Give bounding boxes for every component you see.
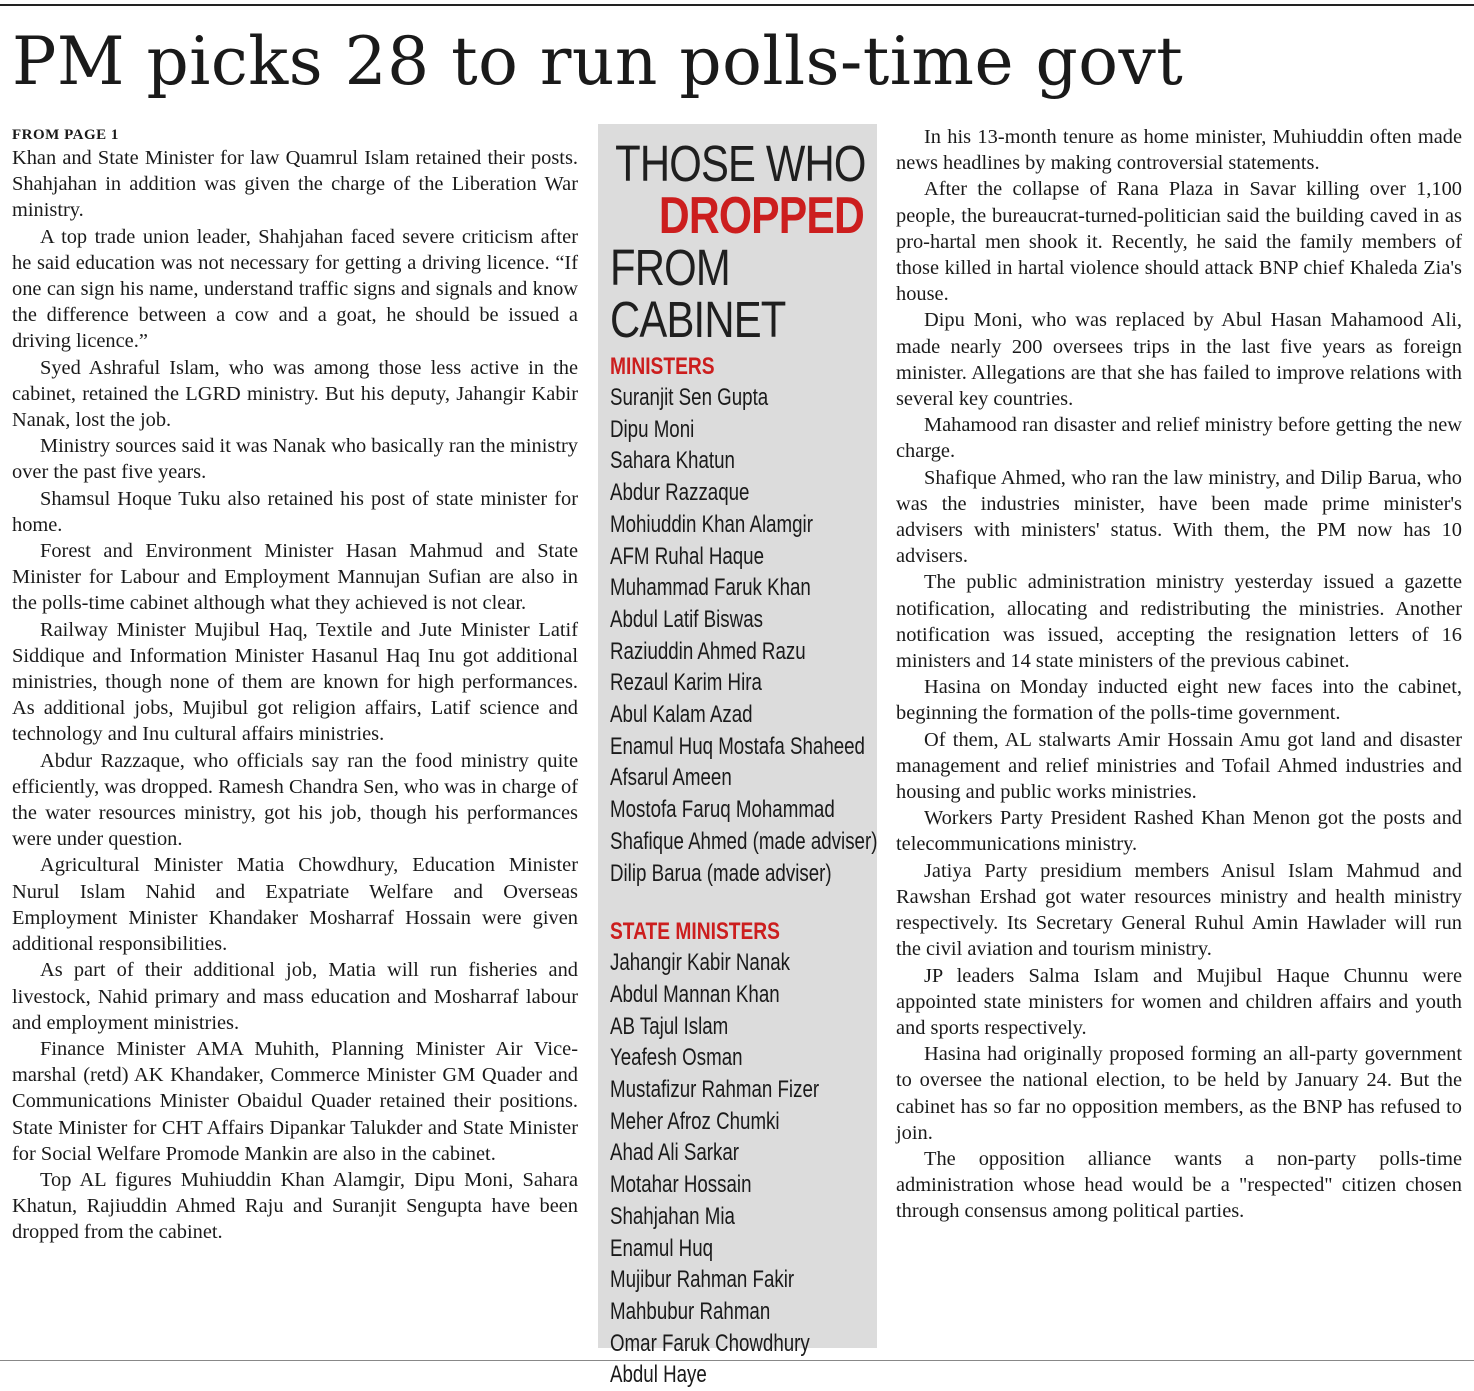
sidebar-title: [610, 135, 877, 348]
bottom-rule: [0, 1360, 1474, 1361]
list-item: Shafique Ahmed (made adviser): [610, 827, 878, 855]
list-item: Ahad Ali Sarkar: [610, 1139, 740, 1167]
list-item: Meher Afroz Chumki: [610, 1107, 780, 1135]
sidebar-title-line1: THOSE WHO: [615, 135, 866, 192]
paragraph: Shamsul Hoque Tuku also retained his post of state minister for home.: [12, 487, 578, 536]
paragraph: A top trade union leader, Shahjahan faced severe criticism after he said education was not necessary for getting a driving licence. “If one can sign his name, understand traffic signs and signals and know the difference between a cow and a goat, he should be issued a driving licence.”: [12, 225, 578, 353]
list-item: Muhammad Faruk Khan: [610, 574, 811, 602]
list-item: AB Tajul Islam: [610, 1012, 729, 1040]
paragraph: The public administration ministry yesterday issued a gazette notification, allocating and redistributing the ministries. Another notification was issued, accepting the resignation letters of 16 ministers and 14 state ministers of the previous cabinet.: [896, 571, 1462, 673]
paragraph: Workers Party President Rashed Khan Menon got the posts and telecommunications ministry.: [896, 807, 1462, 856]
paragraph: The opposition alliance wants a non-party polls-time administration whose head would be a "respected" citizen chosen through consensus among political parties.: [896, 1147, 1462, 1223]
list-item: Shahjahan Mia: [610, 1202, 735, 1230]
paragraph: Hasina on Monday inducted eight new faces into the cabinet, beginning the formation of the polls-time government.: [896, 676, 1462, 725]
list-item: Mustafizur Rahman Fizer: [610, 1076, 820, 1104]
list-item: Mahbubur Rahman: [610, 1297, 771, 1325]
jump-kicker: FROM PAGE 1: [12, 127, 119, 143]
paragraph: Khan and State Minister for law Quamrul Islam retained their posts. Shahjahan in addition was given the charge of the Liberation War ministry.: [12, 147, 578, 222]
paragraph: Mahamood ran disaster and relief ministry before getting the new charge.: [896, 414, 1462, 463]
list-item: Abdur Razzaque: [610, 479, 750, 507]
ministers-list: [610, 382, 877, 889]
list-item: Abdul Mannan Khan: [610, 980, 780, 1008]
state-ministers-list: [610, 947, 877, 1391]
paragraph: Jatiya Party presidium members Anisul Islam Mahmud and Rawshan Ershad got water resources ministry and health ministry respectively. Its Secretary General Ruhul Amin Hawlader will run the civil aviation and tourism ministry.: [896, 859, 1462, 961]
list-item: Abdul Haye: [610, 1361, 707, 1389]
top-rule: [0, 4, 1474, 6]
sidebar-title-line2: DROPPED: [658, 187, 864, 245]
paragraph: After the collapse of Rana Plaza in Savar killing over 1,100 people, the bureaucrat-turned-politician said the building caved in as pro-hartal men shook it. Recently, he said the family members of those killed in hartal violence should attack BNP chief Khaleda Zia's house.: [896, 178, 1462, 306]
paragraph: Forest and Environment Minister Hasan Mahmud and State Minister for Labour and Employment Mannujan Sufian are also in the polls-time cabinet although what they achieved is not clear.: [12, 540, 578, 615]
list-item: Abdul Latif Biswas: [610, 605, 763, 633]
list-item: Mostofa Faruq Mohammad: [610, 796, 835, 824]
list-item: Yeafesh Osman: [610, 1044, 743, 1072]
list-item: Afsarul Ameen: [610, 764, 732, 792]
list-item: Abul Kalam Azad: [610, 701, 753, 729]
list-item: AFM Ruhal Haque: [610, 542, 765, 570]
list-item: Rezaul Karim Hira: [610, 669, 762, 697]
paragraph: Ministry sources said it was Nanak who basically ran the ministry over the past five years.: [12, 435, 578, 484]
paragraph: Abdur Razzaque, who officials say ran the food ministry quite efficiently, was dropped. Ramesh Chandra Sen, who was in charge of the water resources ministry, got his job, though his performances were under question.: [12, 749, 578, 851]
paragraph: Of them, AL stalwarts Amir Hossain Amu got land and disaster management and relief ministries and Tofail Ahmed industries and housing and public works ministries.: [896, 728, 1462, 804]
list-item: Jahangir Kabir Nanak: [610, 949, 791, 977]
list-item: Omar Faruk Chowdhury: [610, 1329, 810, 1357]
sidebar-title-line3: FROM CABINET: [610, 239, 786, 348]
paragraph: Dipu Moni, who was replaced by Abul Hasan Mahamood Ali, made nearly 200 oversees trips in the last five years as foreign minister. Allegations are that she has failed to improve relations with several key countries.: [896, 309, 1462, 411]
list-item: Sahara Khatun: [610, 447, 735, 475]
paragraph: As part of their additional job, Matia will run fisheries and livestock, Nahid primary and mass education and Mosharraf labour and employment ministries.: [12, 959, 578, 1034]
list-item: Motahar Hossain: [610, 1171, 752, 1199]
paragraph: Top AL figures Muhiuddin Khan Alamgir, Dipu Moni, Sahara Khatun, Rajiuddin Ahmed Raju and Suranjit Sengupta have been dropped from the cabinet.: [12, 1168, 578, 1244]
article-column-left: [12, 124, 578, 1246]
list-item: Mujibur Rahman Fakir: [610, 1266, 795, 1294]
paragraph: Agricultural Minister Matia Chowdhury, Education Minister Nurul Islam Nahid and Expatriate Welfare and Overseas Employment Minister Khandaker Mosharraf Hossain were given additional responsibilities.: [12, 854, 578, 956]
dropped-ministers-sidebar: [598, 124, 878, 1389]
article-column-right: [896, 124, 1462, 1225]
list-item: Mohiuddin Khan Alamgir: [610, 510, 813, 538]
paragraph: Finance Minister AMA Muhith, Planning Minister Air Vice-marshal (retd) AK Khandaker, Commerce Minister GM Quader and Communications Minister Obaidul Quader retained their positions. State Minister for CHT Affairs Dipankar Talukder and State Minister for Social Welfare Promode Mankin are also in the cabinet.: [12, 1037, 578, 1165]
ministers-heading: MINISTERS: [610, 353, 715, 380]
paragraph: Syed Ashraful Islam, who was among those less active in the cabinet, retained the LGRD ministry. But his deputy, Jahangir Kabir Nanak, lost the job.: [12, 356, 578, 432]
list-item: Enamul Huq Mostafa Shaheed: [610, 732, 865, 760]
paragraph: Railway Minister Mujibul Haq, Textile and Jute Minister Latif Siddique and Information Minister Hasanul Haq Inu got additional ministries, though none of them are known for high performances. As additional jobs, Mujibul got religion affairs, Latif science and technology and Inu cultural affairs ministries.: [12, 618, 578, 746]
headline: PM picks 28 to run polls-time govt: [12, 23, 1184, 100]
list-item: Enamul Huq: [610, 1234, 714, 1262]
paragraph: Hasina had originally proposed forming an all-party government to oversee the national election, to be held by January 24. But the cabinet has so far no opposition members, as the BNP has refused to join.: [896, 1043, 1462, 1144]
list-item: Suranjit Sen Gupta: [610, 384, 769, 411]
paragraph: In his 13-month tenure as home minister, Muhiuddin often made news headlines by making controversial statements.: [896, 126, 1462, 175]
list-item: Dipu Moni: [610, 415, 695, 443]
state-ministers-heading: STATE MINISTERS: [610, 918, 780, 946]
list-item: Dilip Barua (made adviser): [610, 859, 832, 887]
paragraph: JP leaders Salma Islam and Mujibul Haque Chunnu were appointed state ministers for women and children affairs and youth and sports respectively.: [896, 964, 1462, 1039]
list-item: Raziuddin Ahmed Razu: [610, 637, 806, 665]
paragraph: Shafique Ahmed, who ran the law ministry, and Dilip Barua, who was the industries minister, have been made prime minister's advisers with ministers' status. With them, the PM now has 10 advisers.: [896, 466, 1462, 568]
